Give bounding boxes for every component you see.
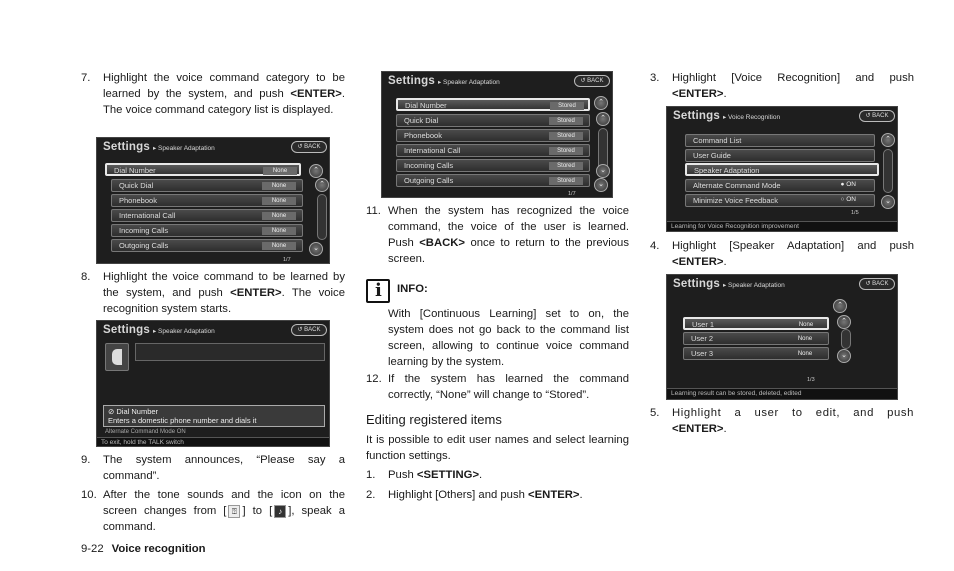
back-button[interactable]: ↺ BACK — [859, 278, 895, 290]
screen-voice-recognition — [666, 106, 898, 232]
microphone-off-icon: ⍰ — [228, 505, 240, 518]
menu-row[interactable]: User 1 None — [683, 317, 829, 330]
screen-title: Settings ▸ Voice Recognition — [673, 110, 781, 122]
step-11: 11. When the system has recognized the voice command, the voice of the user is learned. Push <BACK> once to return to the previous screen. — [366, 205, 629, 265]
info-text: With [Continuous Learning] set to on, the system does not go back to the command list screen, allowing to continue voice command learning by the system. — [388, 308, 629, 368]
step-10: 10. After the tone sounds and the icon on the screen changes from [ ⍰ ] to [ ♪ ], speak a command. — [81, 489, 345, 533]
scroll-down-icon[interactable]: ⌄ — [594, 178, 608, 192]
menu-row[interactable]: Quick Dial None — [111, 179, 303, 192]
section-heading: Editing registered items — [366, 412, 502, 427]
scroll-up-icon[interactable]: ⌃ — [596, 112, 610, 126]
section-name: Voice recognition — [111, 543, 206, 555]
scroll-up-icon[interactable]: ⌃ — [315, 178, 329, 192]
menu-row[interactable]: Outgoing Calls Stored — [396, 174, 590, 187]
menu-row[interactable]: Phonebook None — [111, 194, 303, 207]
menu-row[interactable]: Incoming Calls Stored — [396, 159, 590, 172]
microphone-on-icon: ♪ — [274, 505, 286, 518]
step-5: 5. Highlight a user to edit, and push <ENTER>. — [650, 407, 914, 435]
mode-text: Alternate Command Mode ON — [105, 429, 186, 435]
status-bar: To exit, hold the TALK switch — [97, 437, 329, 447]
menu-row[interactable]: Incoming Calls None — [111, 224, 303, 237]
menu-row[interactable]: International Call Stored — [396, 144, 590, 157]
info-label: INFO: — [397, 283, 428, 295]
scroll-up-icon[interactable]: ⌃ — [833, 299, 847, 313]
page-indicator: 1/7 — [283, 257, 291, 263]
menu-row[interactable]: Phonebook Stored — [396, 129, 590, 142]
back-button[interactable]: ↺ BACK — [574, 75, 610, 87]
menu-row[interactable]: Quick Dial Stored — [396, 114, 590, 127]
back-button[interactable]: ↺ BACK — [859, 110, 895, 122]
command-info-panel: ⊘ Dial Number Enters a domestic phone number and dials it — [103, 405, 325, 427]
status-bar: Learning result can be stored, deleted, edited — [667, 388, 897, 399]
step-7: 7. Highlight the voice command category to be learned by the system, and push <ENTER>. The voice command category list is displayed. — [81, 72, 345, 116]
scroll-down-icon[interactable]: ⌄ — [881, 195, 895, 209]
screen-speaker-adaptation-stored — [381, 71, 613, 198]
scrollbar[interactable] — [841, 329, 851, 349]
menu-row[interactable]: User Guide — [685, 149, 875, 162]
screen-title: Settings ▸ Speaker Adaptation — [103, 324, 215, 336]
scroll-down-icon[interactable]: ⌄ — [837, 349, 851, 363]
menu-row[interactable]: Minimize Voice Feedback ○ ON — [685, 194, 875, 207]
page-number: 9-22 — [81, 543, 104, 555]
step-8: 8. Highlight the voice command to be learned by the system, and push <ENTER>. The voice recognition system starts. — [81, 271, 345, 315]
screen-user-list — [666, 274, 898, 400]
scroll-up-icon[interactable]: ⌃ — [837, 315, 851, 329]
intro-text: It is possible to edit user names and select learning function settings. — [366, 434, 629, 462]
back-button[interactable]: ↺ BACK — [291, 324, 327, 336]
scroll-up-icon[interactable]: ⌃ — [881, 133, 895, 147]
menu-row[interactable]: User 2 None — [683, 332, 829, 345]
screen-title: Settings ▸ Speaker Adaptation — [673, 278, 785, 290]
page-indicator: 1/7 — [568, 191, 576, 197]
info-icon: i — [366, 279, 390, 303]
scrollbar[interactable] — [883, 149, 893, 193]
status-bar: Learning for Voice Recognition improvement — [667, 221, 897, 232]
menu-row[interactable]: Alternate Command Mode ● ON — [685, 179, 875, 192]
menu-row[interactable]: Dial Number Stored — [396, 98, 590, 111]
scroll-down-icon[interactable]: ⌄ — [596, 164, 610, 178]
menu-row[interactable]: International Call None — [111, 209, 303, 222]
menu-row[interactable]: Outgoing Calls None — [111, 239, 303, 252]
step-4: 4. Highlight [Speaker Adaptation] and push <ENTER>. — [650, 240, 914, 268]
scrollbar[interactable] — [317, 194, 327, 240]
step-2: 2. Highlight [Others] and push <ENTER>. — [366, 489, 583, 501]
voice-wave-panel — [135, 343, 325, 361]
menu-row[interactable]: User 3 None — [683, 347, 829, 360]
menu-row[interactable]: Speaker Adaptation — [685, 163, 879, 176]
page-footer — [81, 543, 206, 555]
screen-voice-learning — [96, 320, 330, 447]
step-1: 1. Push <SETTING>. — [366, 469, 483, 481]
back-button[interactable]: ↺ BACK — [291, 141, 327, 153]
menu-row[interactable]: Command List — [685, 134, 875, 147]
step-12: 12. If the system has learned the command correctly, “None” will change to “Stored”. — [366, 373, 629, 401]
speaker-icon — [105, 343, 129, 371]
page-indicator: 1/3 — [807, 377, 815, 383]
screen-title: Settings ▸ Speaker Adaptation — [103, 141, 215, 153]
scroll-up-icon[interactable]: ⌃ — [594, 96, 608, 110]
page-indicator: 1/5 — [851, 210, 859, 216]
screen-title: Settings ▸ Speaker Adaptation — [388, 75, 500, 87]
menu-row[interactable]: Dial Number None — [105, 163, 301, 176]
step-3: 3. Highlight [Voice Recognition] and push <ENTER>. — [650, 72, 914, 100]
scroll-up-icon[interactable]: ⌃ — [309, 164, 323, 178]
step-9: 9. The system announces, “Please say a command”. — [81, 454, 345, 482]
scroll-down-icon[interactable]: ⌄ — [309, 242, 323, 256]
screen-speaker-adaptation-none — [96, 137, 330, 264]
